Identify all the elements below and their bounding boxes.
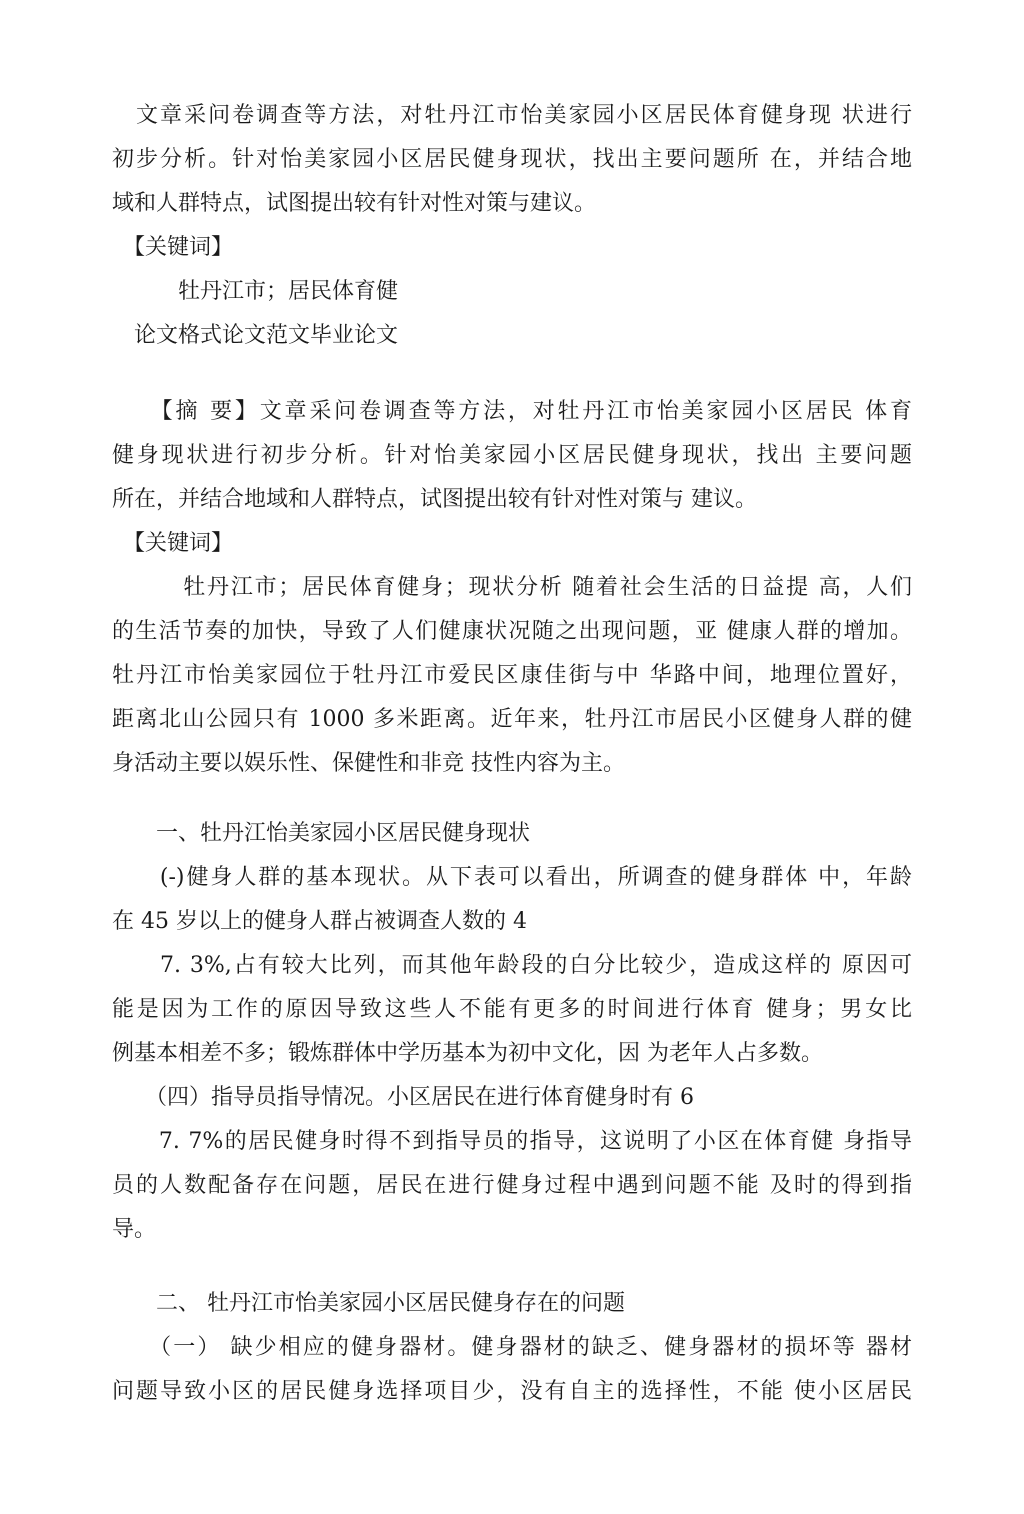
section-heading: 二、 牡丹江市怡美家园小区居民健身存在的问题 xyxy=(112,1291,625,1316)
text-line: 在 45 岁以上的健身人群占被调查人数的 4 xyxy=(112,909,527,934)
text-line: 能是因为工作的原因导致这些人不能有更多的时间进行体育 健身；男女比 xyxy=(112,997,912,1022)
keyword-heading: 【关键词】 xyxy=(112,235,234,260)
text-line: （四）指导员指导情况。小区居民在进行体育健身时有 6 xyxy=(112,1085,694,1110)
text-line: 初步分析。针对怡美家园小区居民健身现状，找出主要问题所 在，并结合地 xyxy=(112,147,912,172)
keyword-text: 牡丹江市；居民体育健 xyxy=(112,279,399,304)
abstract-line: 【摘 要】文章采问卷调查等方法，对牡丹江市怡美家园小区居民 体育 xyxy=(112,399,912,424)
text-line: 导。 xyxy=(112,1217,157,1242)
text-line: 7. 3%,占有较大比列，而其他年龄段的白分比较少，造成这样的 原因可 xyxy=(112,953,912,978)
text-line: （一） 缺少相应的健身器材。健身器材的缺乏、健身器材的损坏等 器材 xyxy=(112,1335,912,1360)
text-line: 的生活节奏的加快，导致了人们健康状况随之出现问题，亚 健康人群的增加。 xyxy=(112,619,912,644)
abstract-line: 所在，并结合地域和人群特点，试图提出较有针对性对策与 建议。 xyxy=(112,487,757,512)
text-line: 7. 7%的居民健身时得不到指导员的指导，这说明了小区在体育健 身指导 xyxy=(112,1129,912,1154)
text-line: 论文格式论文范文毕业论文 xyxy=(112,323,399,348)
abstract-line: 健身现状进行初步分析。针对怡美家园小区居民健身现状，找出 主要问题 xyxy=(112,443,912,468)
text-line: 例基本相差不多；锻炼群体中学历基本为初中文化，因 为老年人占多数。 xyxy=(112,1041,823,1066)
keyword-heading: 【关键词】 xyxy=(112,531,234,556)
text-line: 员的人数配备存在问题，居民在进行健身过程中遇到问题不能 及时的得到指 xyxy=(112,1173,912,1198)
text-line: 身活动主要以娱乐性、保健性和非竞 技性内容为主。 xyxy=(112,751,625,776)
text-line: 问题导致小区的居民健身选择项目少，没有自主的选择性，不能 使小区居民 xyxy=(112,1379,912,1404)
text-line: (-)健身人群的基本现状。从下表可以看出，所调查的健身群体 中，年龄 xyxy=(112,865,912,890)
section-heading: 一、牡丹江怡美家园小区居民健身现状 xyxy=(112,821,531,846)
text-line: 距离北山公园只有 1000 多米距离。近年来，牡丹江市居民小区健身人群的健 xyxy=(112,707,912,732)
text-line: 文章采问卷调查等方法，对牡丹江市怡美家园小区居民体育健身现 状进行 xyxy=(112,103,912,128)
text-line: 牡丹江市怡美家园位于牡丹江市爱民区康佳街与中 华路中间，地理位置好， xyxy=(112,663,912,688)
text-line: 域和人群特点，试图提出较有针对性对策与建议。 xyxy=(112,191,597,216)
text-line: 牡丹江市；居民体育健身；现状分析 随着社会生活的日益提 高，人们 xyxy=(112,575,912,600)
